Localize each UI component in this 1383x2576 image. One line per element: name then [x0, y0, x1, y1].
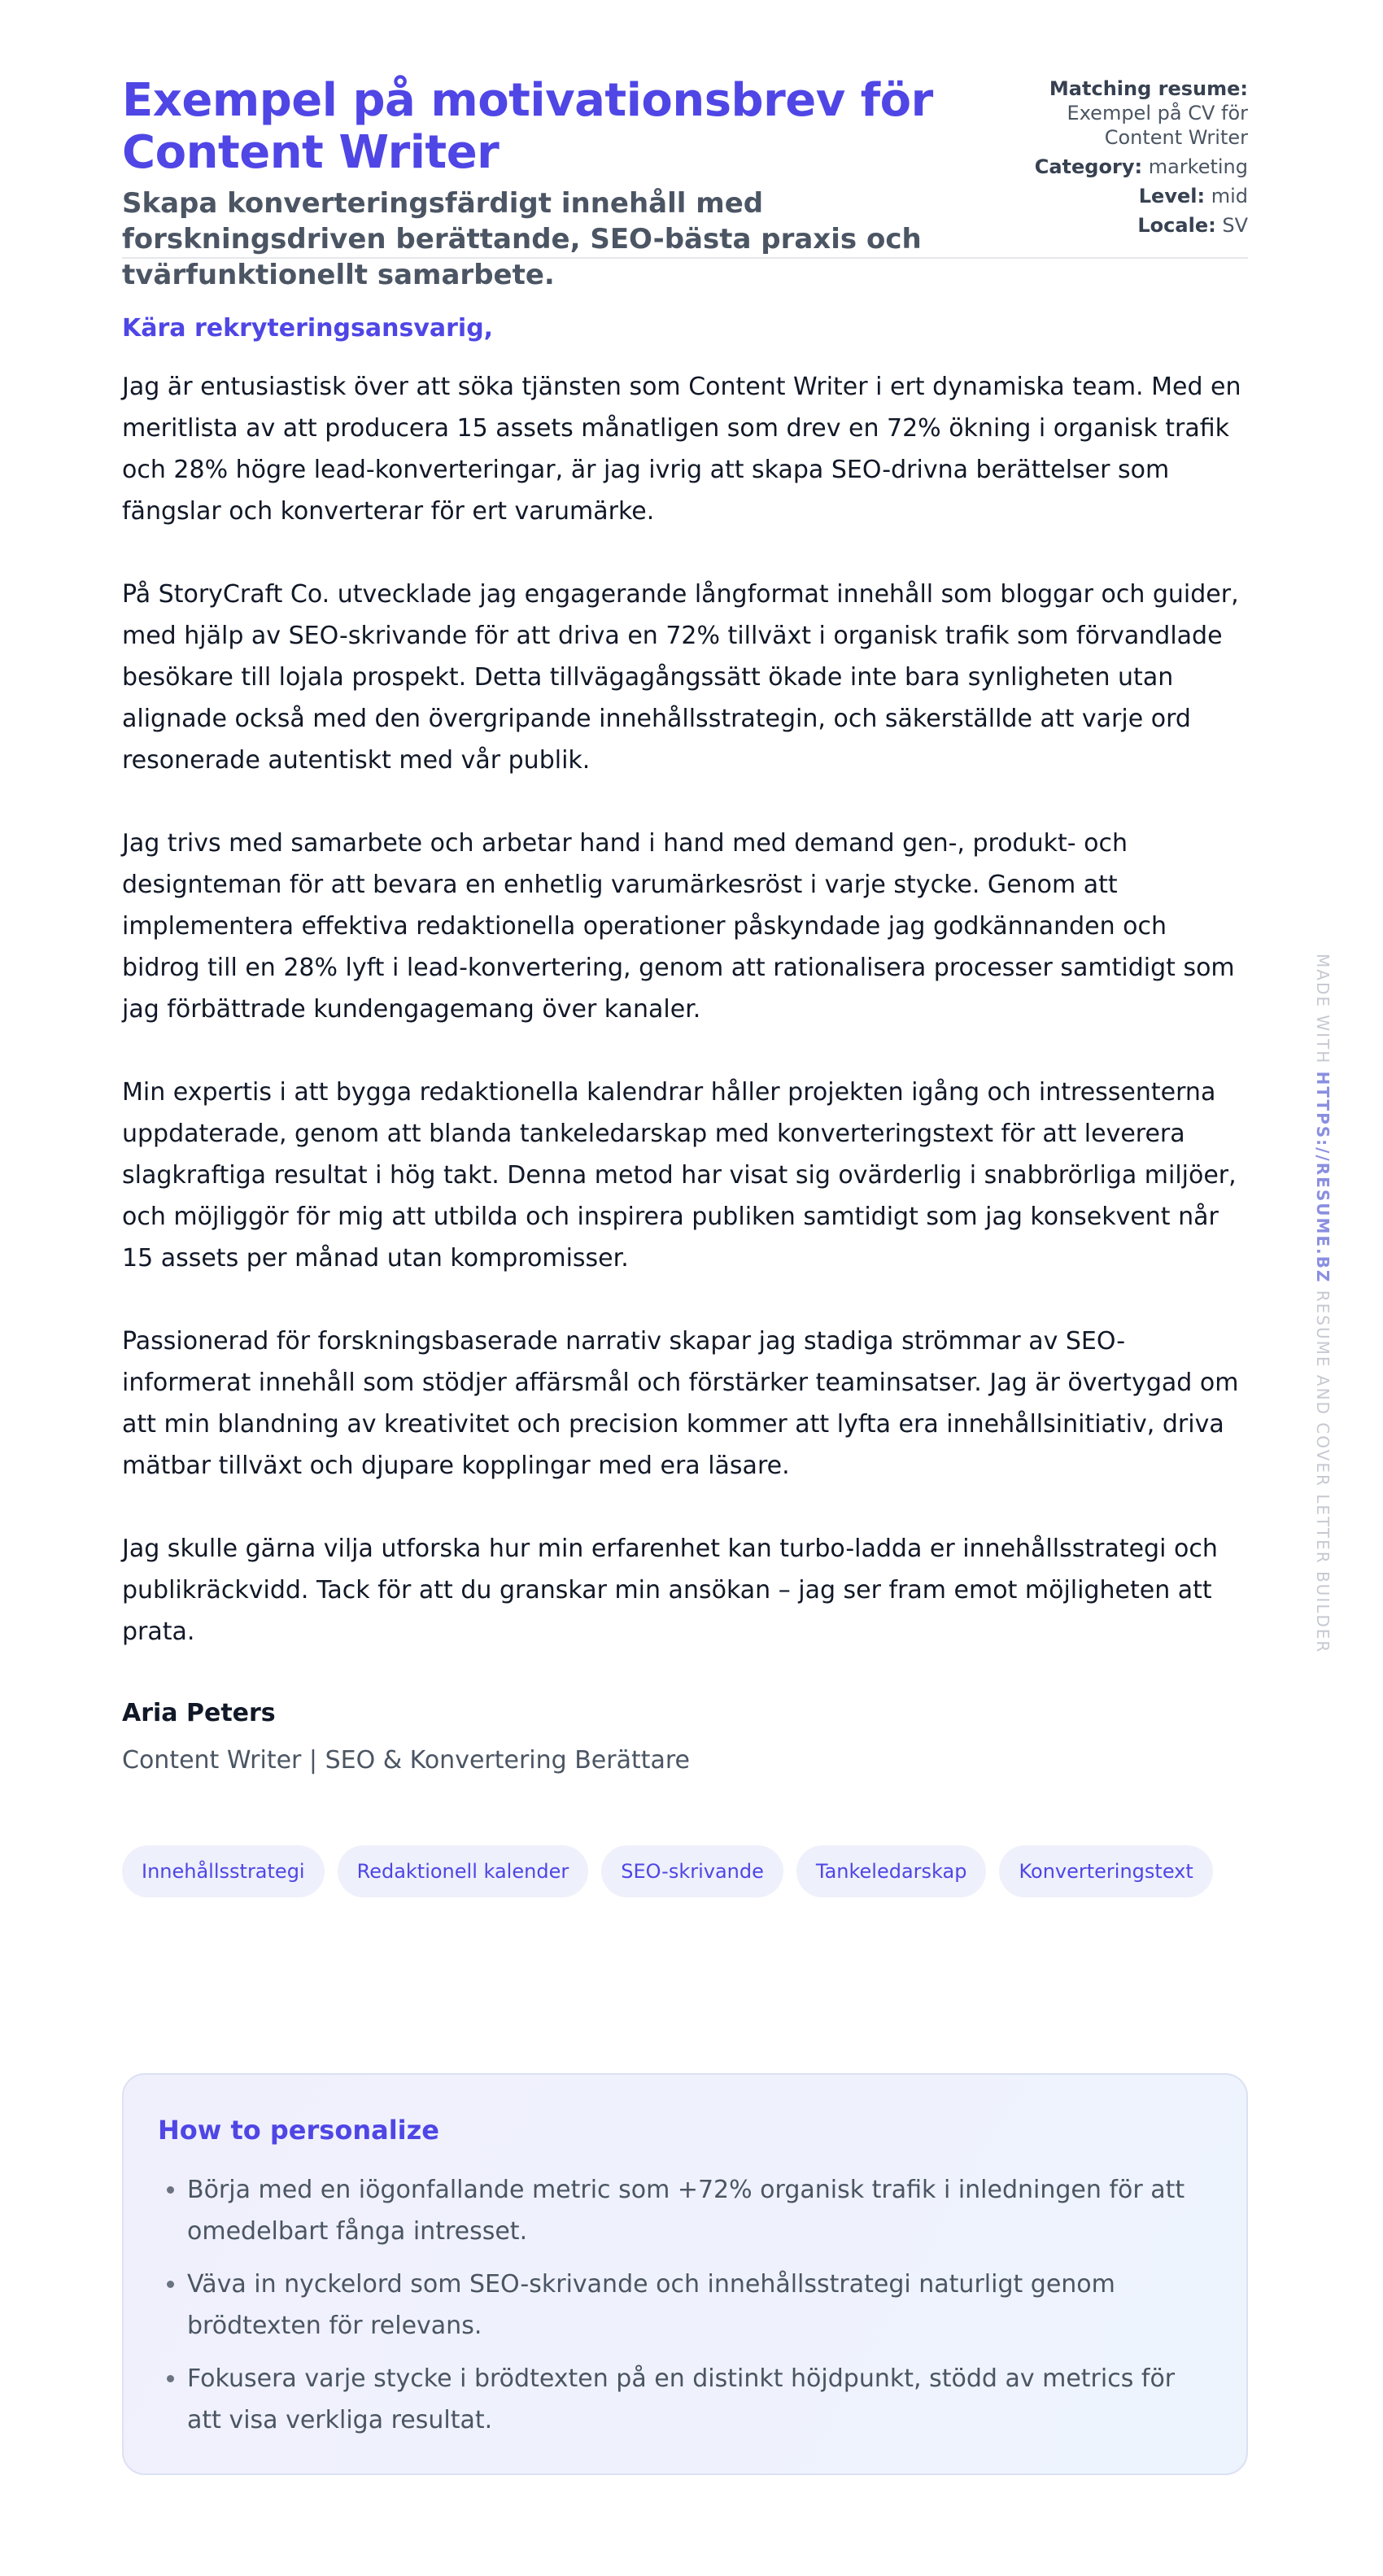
letter-body [122, 366, 1248, 1653]
skill-tag: Tankeledarskap [796, 1845, 987, 1897]
letter-paragraph: På StoryCraft Co. utvecklade jag engagerande långformat innehåll som bloggar och guider, med hjälp av SEO-skrivande för att driva en 72% tillväxt i organisk trafik som förvandlade besökare till lojala prospekt. Detta tillvägagångssätt ökade inte bara synligheten utan alignade också med den övergripande innehållsstrategin, och säkerställde att varje ord resonerade autentiskt med vår publik. [122, 580, 1239, 775]
meta-locale [1004, 213, 1248, 238]
letter-paragraph: Jag är entusiastisk över att söka tjänsten som Content Writer i ert dynamiska team. Med en meritlista av att producera 15 assets månatligen som drev en 72% ökning i organisk trafik och 28% högre lead-konverteringar, är jag ivrig att skapa SEO-drivna berättelser som fängslar och konverterar för ert varumärke. [122, 373, 1241, 526]
letter-paragraph: Min expertis i att bygga redaktionella kalendrar håller projekten igång och intressenterna uppdaterade, genom att blanda tankeledarskap med konverteringstext för att leverera slagkraftiga resultat i hög takt. Denna metod har visat sig ovärderlig i snabbrörliga miljöer, och möjliggör för mig att utbilda och inspirera publiken samtidigt som jag konsekvent når 15 assets per månad utan kompromisser. [122, 1078, 1237, 1273]
letter-paragraph: Jag trivs med samarbete och arbetar hand i hand med demand gen-, produkt- och designteman för att bevara en enhetlig varumärkesröst i varje stycke. Genom att implementera effektiva redaktionella operationer påskyndade jag godkännanden och bidrog till en 28% lyft i lead-konvertering, genom att rationalisera processer samtidigt som jag förbättrade kundengagemang över kanaler. [122, 829, 1235, 1024]
meta-matching-resume [1004, 76, 1248, 150]
watermark-link[interactable]: HTTPS://RESUME.BZ [1313, 1071, 1333, 1284]
skill-tag: Redaktionell kalender [338, 1845, 589, 1897]
tip-item: • Väva in nyckelord som SEO-skrivande och innehållsstrategi naturligt genom brödtexten för relevans. [187, 2264, 1214, 2347]
tip-item: • Börja med en iögonfallande metric som +72% organisk trafik i inledningen för att omedelbart fånga intresset. [187, 2169, 1214, 2252]
skill-tag: SEO-skrivande [601, 1845, 783, 1897]
page-title: Exempel på motivationsbrev för Content Writer [122, 74, 933, 179]
tips-title: How to personalize [158, 2115, 439, 2146]
meta-level-value: mid [1211, 185, 1248, 207]
meta-matching-resume-label: Matching resume: [1049, 77, 1248, 100]
letter-paragraph: Jag skulle gärna vilja utforska hur min erfarenhet kan turbo-ladda er innehållsstrategi och publikräckvidd. Tack för att du granskar min ansökan – jag ser fram emot möjligheten att prata. [122, 1535, 1218, 1646]
cover-letter-page [122, 0, 1248, 2434]
meta-panel [1004, 76, 1248, 242]
page-subtitle: Skapa konverteringsfärdigt innehåll med forskningsdriven berättande, SEO-bästa praxis och tvärfunktionellt samarbete. [122, 187, 922, 291]
meta-category [1004, 155, 1248, 179]
letter-greeting: Kära rekryteringsansvarig, [122, 314, 494, 343]
page-header [122, 0, 1248, 291]
letter-paragraph: Passionerad för forskningsbaserade narrativ skapar jag stadiga strömmar av SEO-informerat innehåll som stödjer affärsmål och förstärker teaminsatser. Jag är övertygad om att min blandning av kreativitet och precision kommer att lyfta era innehållsinitiativ, driva mätbar tillväxt och djupare kopplingar med era läsare. [122, 1327, 1239, 1480]
skill-tag: Innehållsstrategi [122, 1845, 325, 1897]
made-with-watermark [1313, 954, 1333, 1653]
signature-title: Content Writer | SEO & Konvertering Berättare [122, 1746, 691, 1775]
skill-tag: Konverteringstext [999, 1845, 1212, 1897]
skill-tags [122, 1845, 1248, 1897]
meta-locale-label: Locale: [1137, 214, 1216, 237]
signature-name: Aria Peters [122, 1699, 276, 1727]
personalize-tips-box [122, 2073, 1248, 2475]
watermark-suffix: RESUME AND COVER LETTER BUILDER [1313, 1290, 1333, 1654]
watermark-prefix: MADE WITH [1313, 954, 1333, 1065]
meta-locale-value: SV [1222, 214, 1248, 237]
tip-item: • Fokusera varje stycke i brödtexten på en distinkt höjdpunkt, stödd av metrics för att visa verkliga resultat. [187, 2358, 1214, 2441]
meta-level [1004, 184, 1248, 208]
meta-category-label: Category: [1034, 155, 1143, 178]
meta-category-value: marketing [1148, 155, 1248, 178]
tips-list [158, 2169, 1214, 2441]
meta-matching-resume-value: Exempel på CV för Content Writer [1067, 102, 1248, 149]
meta-level-label: Level: [1138, 185, 1206, 207]
